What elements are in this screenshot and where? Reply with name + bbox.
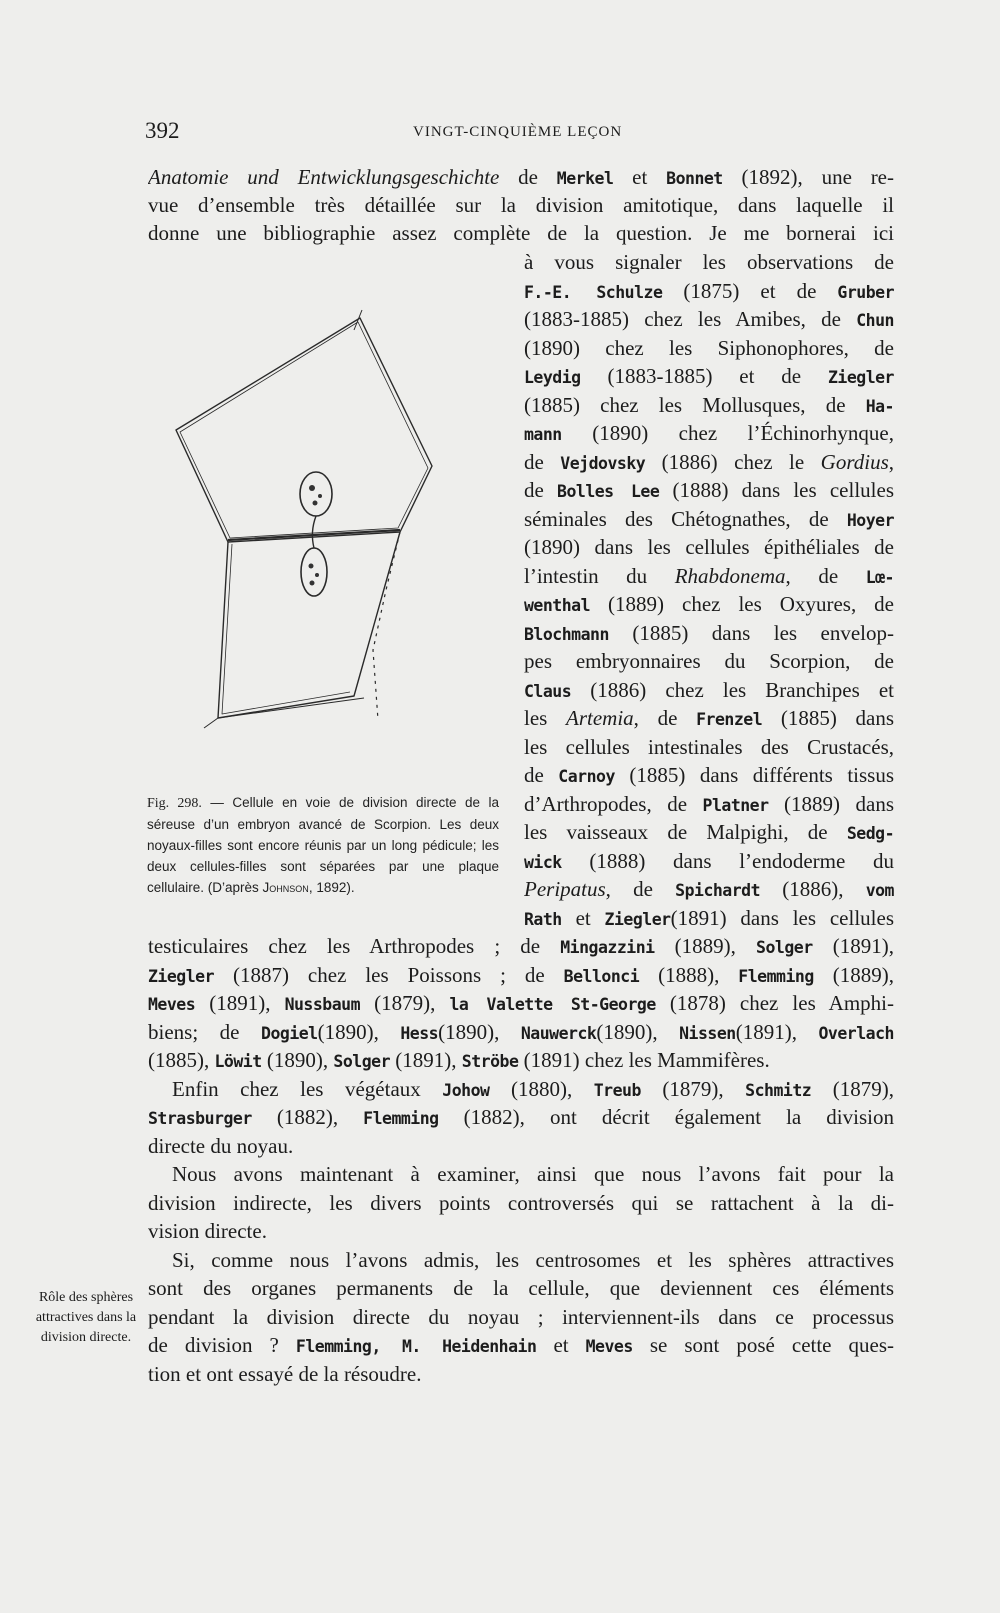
genus-name: Gordius: [820, 450, 889, 474]
text-span: séminales des Chétognathes, de: [524, 507, 847, 531]
text-line: [148, 1018, 894, 1048]
text-span: (1890),: [596, 1020, 680, 1044]
text-line: [524, 362, 894, 392]
book-title: Anatomie und Entwicklungsgeschichte: [148, 165, 500, 189]
text-line: [148, 989, 894, 1019]
author-name: Meves: [585, 1337, 633, 1356]
text-line: tion et ont essayé de la résoudre.: [148, 1362, 422, 1386]
caption-text: — Cellule en voie de division directe de la séreuse d’un embryon avancé de Scorpion. Les deux noyaux-filles sont encore réunis par un long pédicule; les deux cellules-filles sont séparées par une plaque cellulaire. (D’après: [147, 795, 499, 895]
author-name: Bonnet: [666, 169, 723, 188]
text-line: [148, 1331, 894, 1361]
text-line: [524, 875, 894, 905]
text-span: (1891) chez les Mammifères.: [518, 1048, 770, 1072]
text-line: donne une bibliographie assez complète de la question. Je me bornerai ici: [148, 221, 894, 245]
genus-name: Rhabdonema: [674, 564, 786, 588]
author-name: Nussbaum: [284, 995, 361, 1014]
author-name: Meves: [148, 995, 196, 1014]
text-line: pendant la division directe du noyau ; interviennent-ils dans ce processus: [148, 1305, 894, 1329]
author-name: Merkel: [556, 169, 614, 188]
text-line: [524, 476, 894, 506]
author-name: Lœ-: [865, 568, 894, 587]
text-span: (1888) dans les cellules: [659, 478, 894, 502]
text-span: les vaisseaux de Malpighi, de: [524, 820, 847, 844]
author-name: Schmitz: [745, 1081, 812, 1100]
cell-plate: [228, 530, 400, 540]
text-span: (1885),: [148, 1048, 215, 1072]
text-span: (1887) chez les Poissons ; de: [214, 963, 564, 987]
lower-cell-outline: [218, 532, 400, 718]
text-span: (1891),: [812, 934, 894, 958]
upper-nucleus: [300, 472, 332, 516]
author-name: Löwit: [214, 1052, 262, 1071]
text-span: (1890),: [317, 1020, 401, 1044]
text-span: , de: [605, 877, 676, 901]
author-name: Ha-: [865, 397, 894, 416]
text-span: (1879),: [811, 1077, 894, 1101]
author-name: Ziegler: [148, 967, 215, 986]
text-span: les: [524, 706, 567, 730]
author-name: Hoyer: [846, 511, 894, 530]
text-line: division indirecte, les divers points controversés qui se rattachent à la di-: [148, 1191, 894, 1215]
page-header: [145, 118, 895, 152]
author-name: F.-E. Schulze: [524, 283, 663, 302]
author-name: Solger: [333, 1052, 391, 1071]
text-line: [148, 961, 894, 991]
text-span: (1888),: [639, 963, 739, 987]
author-name: Vejdovsky: [560, 454, 646, 473]
text-line: directe du noyau.: [148, 1134, 294, 1158]
text-span: (1886) chez les Branchipes et: [571, 678, 894, 702]
genus-name: Peripatus: [524, 877, 606, 901]
text-span: d’Arthropodes, de: [524, 792, 703, 816]
text-line: [524, 419, 894, 449]
author-name: Flemming, M. Heidenhain: [295, 1337, 537, 1356]
author-name: la Valette St-George: [449, 995, 656, 1014]
text-span: (1880),: [489, 1077, 594, 1101]
text-line: [148, 163, 894, 193]
text-span: (1890),: [438, 1020, 521, 1044]
author-name: Frenzel: [696, 710, 763, 729]
text-line: vision directe.: [148, 1219, 267, 1243]
author-name: Mingazzini: [560, 938, 655, 957]
caption-author: Johnson: [262, 880, 309, 895]
text-span: l’intestin du: [524, 564, 675, 588]
author-name: Sedg-: [846, 824, 894, 843]
text-span: (1886) chez le: [645, 450, 821, 474]
text-line: [524, 590, 894, 620]
author-name: Overlach: [818, 1024, 894, 1043]
author-name: Gruber: [837, 283, 894, 302]
text-line: [524, 818, 894, 848]
author-name: mann: [524, 425, 562, 444]
text-span: (1891) dans les cellules: [670, 906, 894, 930]
author-name: wick: [524, 853, 562, 872]
text-span: (1890) chez l’Échinorhynque,: [561, 421, 894, 445]
text-line: Si, comme nous l’avons admis, les centrosomes et les sphères attractives: [172, 1248, 894, 1272]
author-name: Johow: [442, 1081, 490, 1100]
figure-label: Fig. 298.: [147, 796, 202, 811]
text-line: sont des organes permanents de la cellule, que deviennent ces éléments: [148, 1276, 894, 1300]
text-line: les cellules intestinales des Crustacés,: [524, 735, 894, 759]
text-span: (1878) chez les Amphi-: [655, 991, 894, 1015]
text-line: vue d’ensemble très détaillée sur la division amitotique, dans laquelle il: [148, 193, 894, 217]
author-name: Nissen: [679, 1024, 736, 1043]
text-line: [524, 847, 894, 877]
author-name: Blochmann: [524, 625, 609, 644]
text-span: Enfin chez les végétaux: [172, 1077, 443, 1101]
text-span: (1889) chez les Oxyures, de: [590, 592, 894, 616]
margin-note: Rôle des sphères attractives dans la division directe.: [35, 1290, 137, 1345]
text-span: (1885) dans: [762, 706, 894, 730]
text-span: (1882), ont décrit également la division: [438, 1105, 894, 1129]
author-name: Bellonci: [563, 967, 640, 986]
text-span: (1889),: [813, 963, 894, 987]
author-name: Rath: [524, 910, 562, 929]
author-name: Claus: [524, 682, 572, 701]
cell-division-figure: [168, 300, 488, 780]
text-line: [148, 932, 894, 962]
text-line: à vous signaler les observations de: [524, 250, 894, 274]
text-span: se sont posé cette ques-: [632, 1333, 894, 1357]
author-name: Hess: [400, 1024, 439, 1043]
text-line: [524, 277, 894, 307]
text-line: [524, 448, 894, 478]
text-line: [148, 1103, 894, 1133]
text-span: , de: [633, 706, 697, 730]
text-line: [524, 761, 894, 791]
text-span: (1891),: [195, 991, 285, 1015]
text-span: de: [499, 165, 557, 189]
text-span: (1883-1885) et de: [580, 364, 828, 388]
text-span: (1879),: [640, 1077, 746, 1101]
text-span: (1875) et de: [662, 279, 838, 303]
text-line: [148, 1046, 894, 1076]
author-name: Leydig: [524, 368, 581, 387]
text-span: (1889),: [654, 934, 757, 958]
author-name: wenthal: [524, 596, 591, 615]
text-span: (1882),: [251, 1105, 364, 1129]
author-name: Carnoy: [558, 767, 615, 786]
author-name: Ziegler: [827, 368, 894, 387]
text-span: biens; de: [148, 1020, 262, 1044]
text-span: et: [536, 1333, 586, 1357]
text-span: (1889) dans: [768, 792, 894, 816]
lower-nucleus: [301, 548, 327, 596]
text-line: (1890) dans les cellules épithéliales de: [524, 535, 894, 559]
figure-caption: [147, 792, 499, 898]
text-span: (1885) chez les Mollusques, de: [524, 393, 866, 417]
text-span: (1885) dans différents tissus: [614, 763, 894, 787]
caption-year: , 1892).: [308, 880, 355, 895]
text-span: de: [524, 763, 559, 787]
page-number: 392: [145, 118, 180, 143]
text-line: [524, 619, 894, 649]
author-name: Treub: [593, 1081, 641, 1100]
author-name: Spichardt: [675, 881, 761, 900]
text-span: (1886),: [760, 877, 866, 901]
text-line: [524, 305, 894, 335]
text-span: de: [524, 450, 561, 474]
text-line: [524, 505, 894, 535]
text-span: (1885) dans les envelop-: [608, 621, 894, 645]
author-name: Platner: [702, 796, 769, 815]
text-line: [524, 904, 894, 934]
text-span: testiculaires chez les Arthropodes ; de: [148, 934, 561, 958]
text-line: (1890) chez les Siphonophores, de: [524, 336, 894, 360]
text-span: (1888) dans l’endoderme du: [561, 849, 894, 873]
text-span: ,: [888, 450, 894, 474]
author-name: Strasburger: [148, 1109, 252, 1128]
text-line: pes embryonnaires du Scorpion, de: [524, 649, 894, 673]
text-line: Nous avons maintenant à examiner, ainsi que nous l’avons fait pour la: [172, 1162, 894, 1186]
author-name: Ziegler: [604, 910, 671, 929]
text-line: [172, 1075, 894, 1105]
text-line: [524, 562, 894, 592]
author-name: Nauwerck: [520, 1024, 597, 1043]
author-name: Flemming: [738, 967, 814, 986]
author-name: vom: [865, 881, 894, 900]
text-line: [524, 790, 894, 820]
text-span: (1890),: [261, 1048, 334, 1072]
author-name: Chun: [856, 311, 894, 330]
running-head: VINGT-CINQUIÈME LEÇON: [413, 124, 623, 140]
text-line: [524, 676, 894, 706]
author-name: Ströbe: [461, 1052, 519, 1071]
text-span: et: [561, 906, 605, 930]
author-name: Bolles Lee: [557, 482, 660, 501]
text-span: , de: [785, 564, 866, 588]
text-span: (1891),: [390, 1048, 462, 1072]
text-span: (1892), une re-: [722, 165, 894, 189]
text-span: de: [524, 478, 558, 502]
text-line: [524, 704, 894, 734]
text-span: (1879),: [360, 991, 450, 1015]
text-span: de division ?: [148, 1333, 296, 1357]
text-line: [524, 391, 894, 421]
text-span: (1883-1885) chez les Amibes, de: [524, 307, 857, 331]
text-span: (1891),: [735, 1020, 819, 1044]
genus-name: Artemia: [566, 706, 634, 730]
text-span: et: [613, 165, 667, 189]
author-name: Flemming: [363, 1109, 439, 1128]
author-name: Solger: [756, 938, 813, 957]
author-name: Dogiel: [261, 1024, 318, 1043]
